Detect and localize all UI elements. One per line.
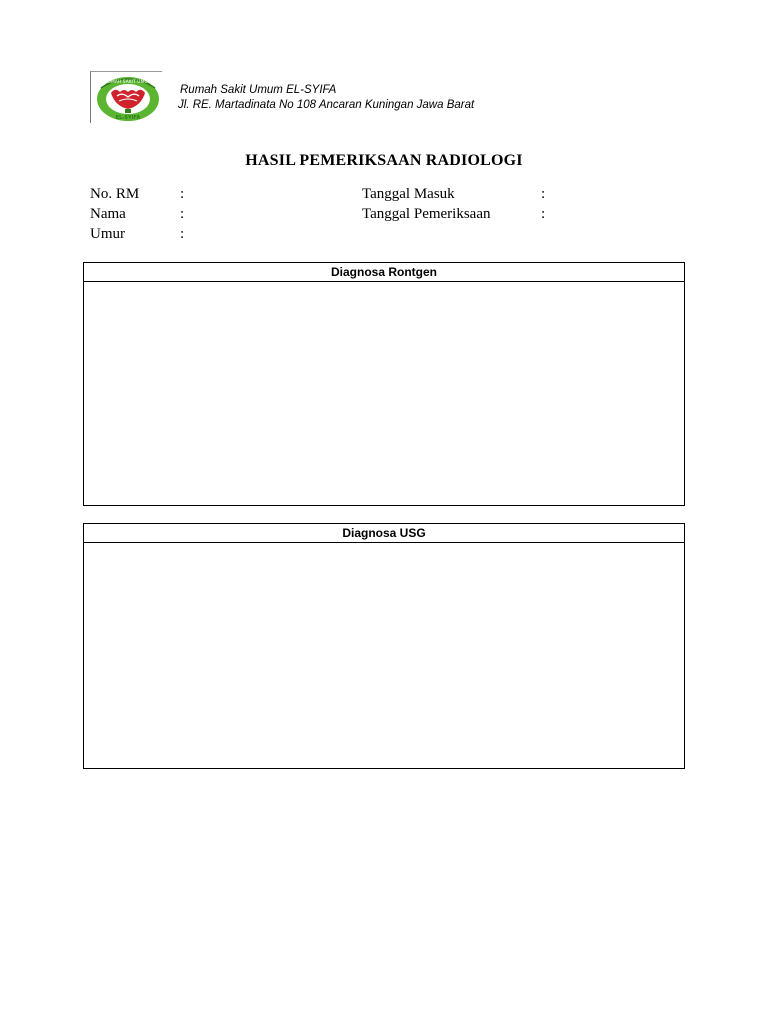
no-rm-label: No. RM — [90, 186, 140, 202]
hospital-name: Rumah Sakit Umum EL-SYIFA — [180, 84, 337, 96]
usg-diagnosis-area[interactable] — [84, 543, 684, 769]
nama-colon: : — [180, 206, 185, 222]
tanggal-masuk-colon: : — [541, 186, 546, 202]
svg-text:EL-SYIFA: EL-SYIFA — [115, 115, 141, 121]
hospital-address: Jl. RE. Martadinata No 108 Ancaran Kuningan Jawa Barat — [178, 99, 475, 111]
tanggal-pemeriksaan-label: Tanggal Pemeriksaan — [362, 206, 491, 222]
document-title: HASIL PEMERIKSAAN RADIOLOGI — [245, 152, 523, 169]
tanggal-pemeriksaan-colon: : — [541, 206, 546, 222]
umur-label: Umur — [90, 226, 125, 242]
umur-colon: : — [180, 226, 185, 242]
usg-diagnosis-title: Diagnosa USG — [84, 524, 684, 543]
no-rm-colon: : — [180, 186, 185, 202]
tanggal-masuk-label: Tanggal Masuk — [362, 186, 455, 202]
letterhead — [90, 71, 590, 123]
svg-text:RUMAH SAKIT UMUM: RUMAH SAKIT UMUM — [104, 80, 152, 85]
hospital-logo — [90, 71, 162, 123]
rontgen-diagnosis-area[interactable] — [84, 282, 684, 506]
rontgen-diagnosis-box — [83, 262, 685, 506]
rontgen-diagnosis-title: Diagnosa Rontgen — [84, 263, 684, 282]
nama-label: Nama — [90, 206, 126, 222]
usg-diagnosis-box — [83, 523, 685, 769]
